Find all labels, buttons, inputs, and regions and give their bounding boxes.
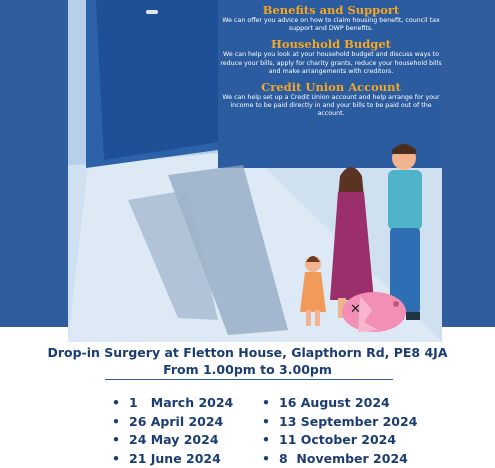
text-benefits: We can offer you advice on how to claim housing benefit, council tax support and DWP benefits.	[220, 17, 442, 33]
dates-right-list	[262, 394, 417, 468]
info-panel	[220, 0, 442, 168]
heading-budget: Household Budget	[220, 37, 442, 51]
date-item: • 16 August 2024	[262, 394, 417, 413]
divider	[105, 379, 393, 380]
text-credit-union: We can help set up a Credit Union account and help arrange for your income to be paid directly in and your bills to be paid out of the account.	[220, 94, 442, 119]
date-item: • 13 September 2024	[262, 413, 417, 432]
poster-illustration	[68, 0, 442, 342]
dates-left-list	[112, 394, 233, 468]
text-budget: We can help you look at your household budget and discuss ways to reduce your bills, apply for charity grants, reduce your household bills and make arrangements with creditors.	[220, 51, 442, 76]
surgery-location: Drop-in Surgery at Fletton House, Glapthorn Rd, PE8 4JA	[0, 345, 495, 362]
date-item: • 24 May 2024	[112, 431, 233, 450]
date-item: • 26 April 2024	[112, 413, 233, 432]
heading-credit-union: Credit Union Account	[220, 80, 442, 94]
date-item: • 11 October 2024	[262, 431, 417, 450]
heading-benefits: Benefits and Support	[220, 3, 442, 17]
date-item: • 1 March 2024	[112, 394, 233, 413]
svg-text:✕: ✕	[350, 302, 361, 317]
date-item: • 8 November 2024	[262, 450, 417, 468]
surgery-info	[0, 345, 495, 378]
date-item: • 21 June 2024	[112, 450, 233, 468]
surgery-time: From 1.00pm to 3.00pm	[0, 362, 495, 379]
